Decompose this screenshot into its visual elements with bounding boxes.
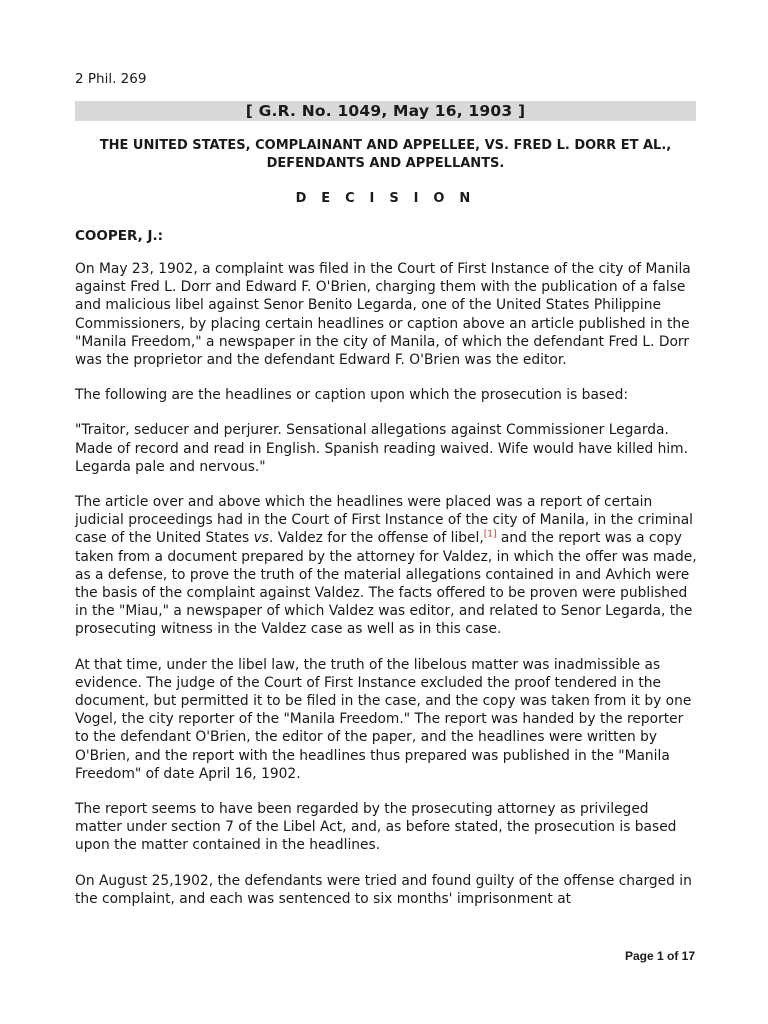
paragraph-article: [75, 493, 697, 639]
page-number: Page 1 of 17: [624, 949, 695, 963]
case-title: THE UNITED STATES, COMPLAINANT AND APPELLEE, VS. FRED L. DORR ET AL., DEFENDANTS AND APPELLANTS.: [99, 138, 672, 171]
decision-heading: D E C I S I O N: [295, 191, 476, 206]
paragraph-privileged-matter: The report seems to have been regarded by the prosecuting attorney as privileged matter under section 7 of the Libel Act, and, as before stated, the prosecution is based upon the matter contained in the headlines.: [75, 801, 677, 854]
decision-body: [75, 260, 697, 925]
paragraph-article-part-b: . Valdez for the offense of libel,: [269, 530, 484, 547]
paragraph-headlines-quote: "Traitor, seducer and perjurer. Sensational allegations against Commissioner Legarda. Made of record and read in English. Spanish reading waived. Wife would have killed him. Legarda pale and nervous.": [75, 422, 689, 475]
versus-abbreviation: vs: [253, 530, 269, 547]
ponente-name: COOPER, J.:: [75, 228, 164, 244]
paragraph-libel-law: At that time, under the libel law, the truth of the libelous matter was inadmissible as evidence. The judge of the Court of First Instance excluded the proof tendered in the document, but permitted it to be filed in the case, and the copy was taken from it by one Vogel, the city reporter of the "Manila Freedom." The report was handed by the reporter to the defendant O'Brien, the editor of the paper, and the headlines were written by O'Brien, and the report with the headlines thus prepared was published in the "Manila Freedom" of date April 16, 1902.: [75, 656, 692, 782]
paragraph-complaint: On May 23, 1902, a complaint was filed in the Court of First Instance of the city of Manila against Fred L. Dorr and Edward F. O'Brien, charging them with the publication of a false and malicious libel against Senor Benito Legarda, one of the United States Philippine Commissioners, by placing certain headlines or caption above an article published in the "Manila Freedom," a newspaper in the city of Manila, of which the defendant Fred L. Dorr was the proprietor and the defendant Edward F. O'Brien was the editor.: [75, 261, 691, 369]
footnote-link[interactable]: [1]: [483, 529, 497, 540]
paragraph-article-part-c: and the report was a copy taken from a document prepared by the attorney for Valdez, in which the offer was made, as a defense, to prove the truth of the material allegations contained in and Avhich were the basis of the complaint against Valdez. The facts offered to be proven were published in the "Miau," a newspaper of which Valdez was editor, and related to Senor Legarda, the prosecuting witness in the Valdez case as well as in this case.: [75, 530, 697, 638]
paragraph-headlines-intro: The following are the headlines or caption upon which the prosecution is based:: [75, 387, 628, 404]
paragraph-article-part-a: The article over and above which the headlines were placed was a report of certain judicial proceedings had in the Court of First Instance of the city of Manila, in the criminal case of the United States: [75, 494, 694, 547]
case-citation: 2 Phil. 269: [75, 71, 147, 87]
gr-number-text: [ G.R. No. 1049, May 16, 1903 ]: [245, 102, 526, 120]
gr-number-header: [75, 101, 696, 121]
paragraph-trial: On August 25,1902, the defendants were tried and found guilty of the offense charged in the complaint, and each was sentenced to six months' imprisonment at: [75, 872, 692, 907]
